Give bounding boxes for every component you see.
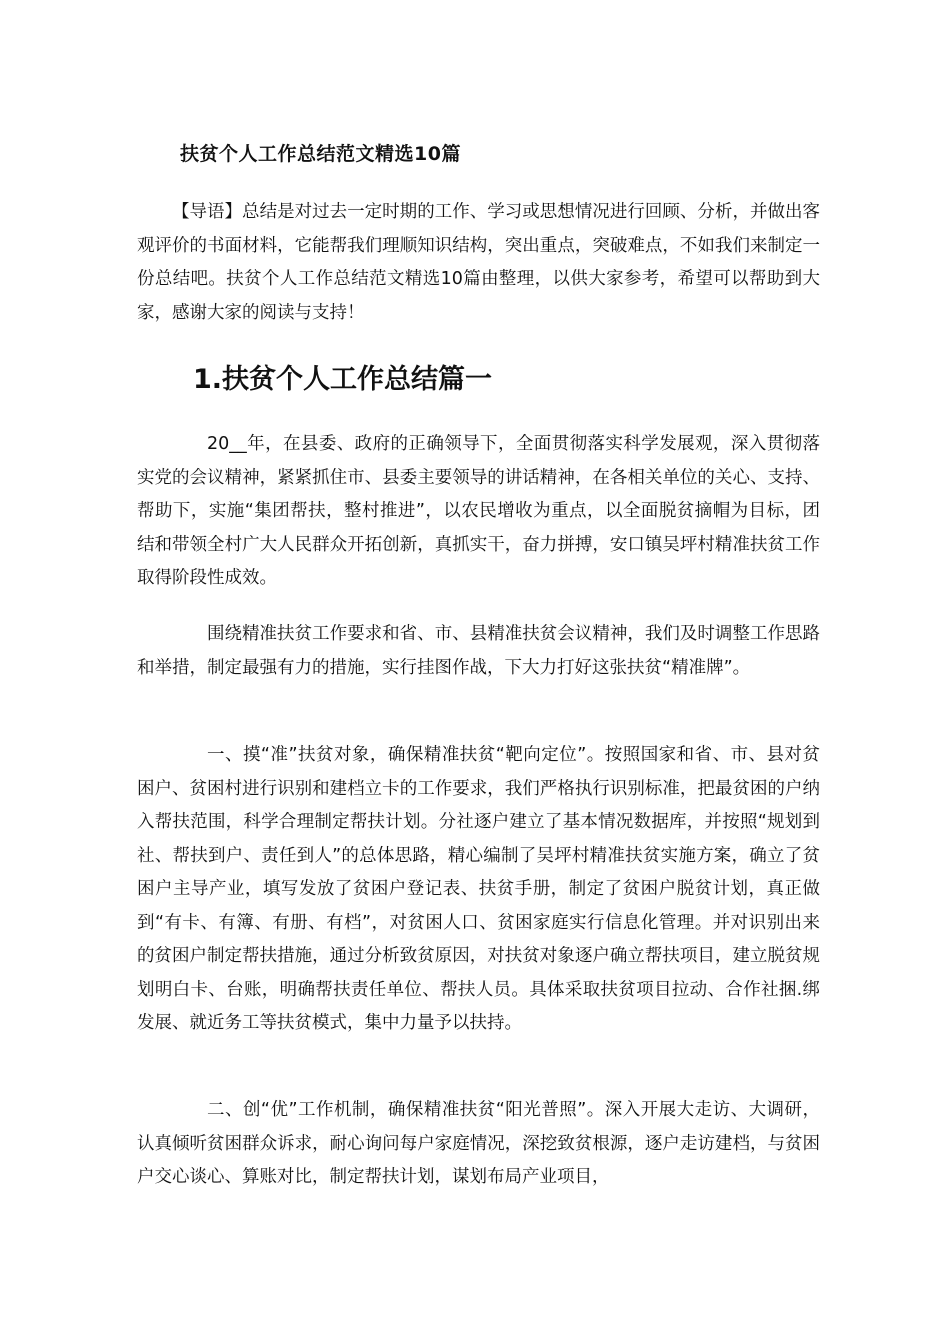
body-paragraph-2: 围绕精准扶贫工作要求和省、市、县精准扶贫会议精神，我们及时调整工作思路和举措，制定最强有力的措施，实行挂图作战，下大力打好这张扶贫“精准牌”。 [137,624,820,678]
body-paragraph-3: 一、摸“准”扶贫对象，确保精准扶贫“靶向定位”。按照国家和省、市、县对贫困户、贫困村进行识别和建档立卡的工作要求，我们严格执行识别标准，把最贫困的户纳入帮扶范围，科学合理制定帮扶计划。分社逐户建立了基本情况数据库，并按照“规划到社、帮扶到户、责任到人”的总体思路，精心编制了吴坪村精准扶贫实施方案，确立了贫困户主导产业，填写发放了贫困户登记表、扶贫手册，制定了贫困户脱贫计划，真正做到“有卡、有簿、有册、有档”，对贫困人口、贫困家庭实行信息化管理。并对识别出来的贫困户制定帮扶措施，通过分析致贫原因，对扶贫对象逐户确立帮扶项目，建立脱贫规划明白卡、台账，明确帮扶责任单位、帮扶人员。具体采取扶贫项目拉动、合作社捆.绑发展、就近务工等扶贫模式，集中力量予以扶持。 [137,745,820,1033]
intro-paragraph: 【导语】总结是对过去一定时期的工作、学习或思想情况进行回顾、分析，并做出客观评价的书面材料，它能帮我们理顺知识结构，突出重点，突破难点，不如我们来制定一份总结吧。扶贫个人工作总结范文精选10篇由整理，以供大家参考，希望可以帮助到大家，感谢大家的阅读与支持！ [137,202,820,323]
body-paragraph-4: 二、创“优”工作机制，确保精准扶贫“阳光普照”。深入开展大走访、大调研，认真倾听贫困群众诉求，耐心询问每户家庭情况，深挖致贫根源，逐户走访建档，与贫困户交心谈心、算账对比，制定帮扶计划，谋划布局产业项目， [137,1100,820,1187]
document-title: 扶贫个人工作总结范文精选10篇 [180,143,461,165]
section-heading: 1.扶贫个人工作总结篇一 [193,364,493,395]
body-paragraph-1: 20__年，在县委、政府的正确领导下，全面贯彻落实科学发展观，深入贯彻落实党的会议精神，紧紧抓住市、县委主要领导的讲话精神，在各相关单位的关心、支持、帮助下，实施“集团帮扶，整村推进”，以农民增收为重点，以全面脱贫摘帽为目标，团结和带领全村广大人民群众开拓创新，真抓实干，奋力拼搏，安口镇吴坪村精准扶贫工作取得阶段性成效。 [137,434,820,588]
